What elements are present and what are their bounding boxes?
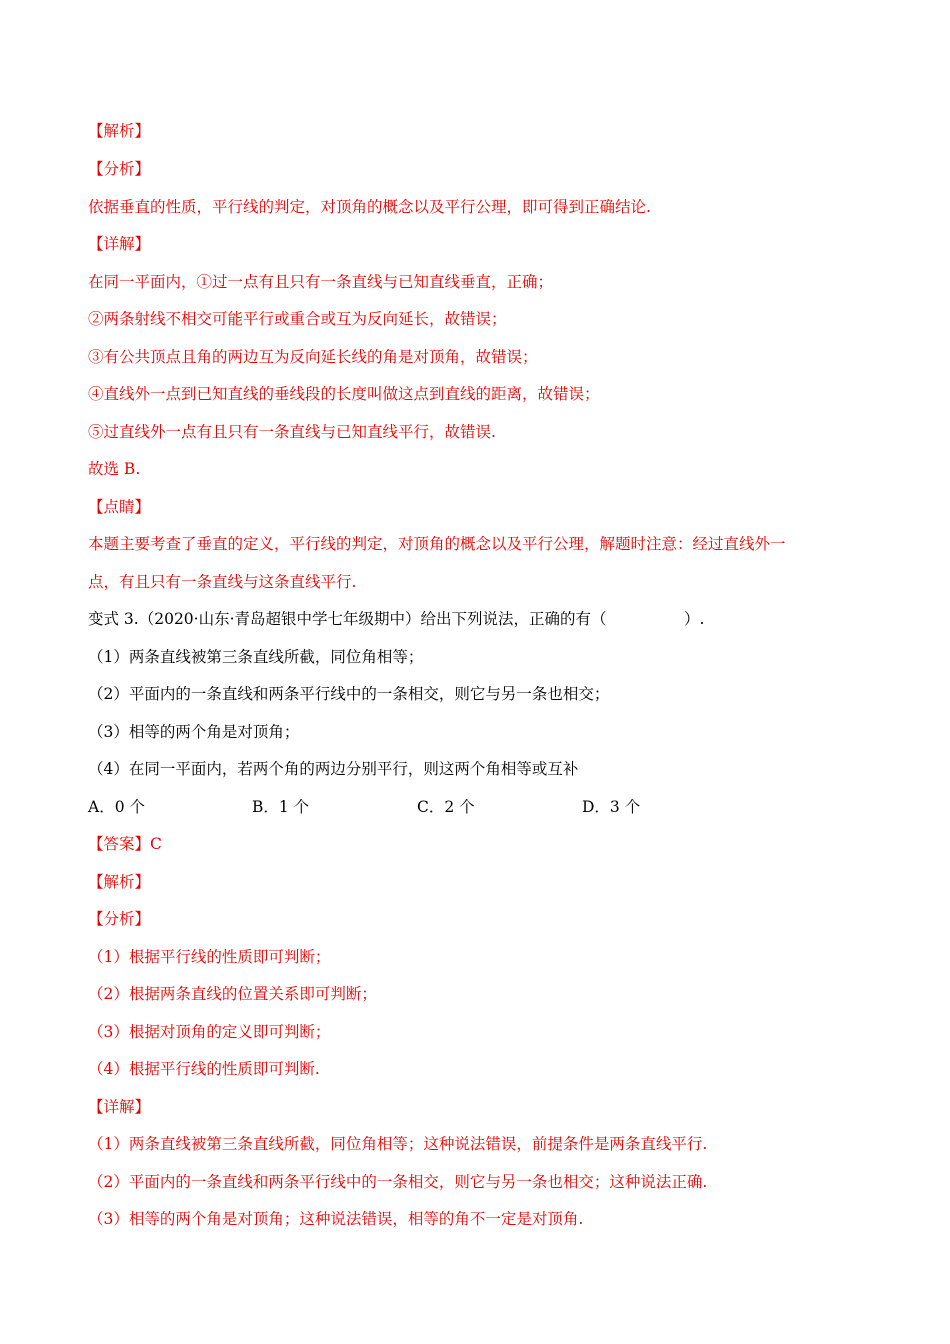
question-stem: 变式 3.（2020·山东·青岛超银中学七年级期中）给出下列说法，正确的有（ ）. [88, 610, 705, 628]
breakdown-heading: 【分析】 [88, 160, 151, 178]
detail2-line-1: （1）两条直线被第三条直线所截，同位角相等；这种说法错误，前提条件是两条直线平行. [88, 1135, 708, 1153]
comment-heading: 【点睛】 [88, 498, 151, 516]
detail-heading: 【详解】 [88, 235, 151, 253]
option-a: A．0 个 [88, 798, 145, 816]
detail-heading-2: 【详解】 [88, 1098, 151, 1116]
analysis-heading: 【解析】 [88, 122, 151, 140]
breakdown-line-2: （2）根据两条直线的位置关系即可判断； [88, 985, 377, 1003]
breakdown-line-4: （4）根据平行线的性质即可判断. [88, 1060, 320, 1078]
breakdown-line-1: （1）根据平行线的性质即可判断； [88, 948, 331, 966]
detail2-line-2: （2）平面内的一条直线和两条平行线中的一条相交，则它与另一条也相交；这种说法正确. [88, 1173, 708, 1191]
analysis-heading-2: 【解析】 [88, 873, 151, 891]
statement-2: （2）平面内的一条直线和两条平行线中的一条相交，则它与另一条也相交； [88, 685, 610, 703]
statement-4: （4）在同一平面内，若两个角的两边分别平行，则这两个角相等或互补 [88, 760, 579, 778]
statement-1: （1）两条直线被第三条直线所截，同位角相等； [88, 648, 424, 666]
comment-text-2: 点，有且只有一条直线与这条直线平行. [88, 573, 357, 591]
comment-text-1: 本题主要考查了垂直的定义，平行线的判定，对顶角的概念以及平行公理，解题时注意：经过直线外一 [88, 535, 786, 553]
statement-3: （3）相等的两个角是对顶角； [88, 723, 300, 741]
detail-line-2: ②两条射线不相交可能平行或重合或互为反向延长，故错误； [88, 310, 507, 328]
breakdown-heading-2: 【分析】 [88, 910, 151, 928]
detail-line-3: ③有公共顶点且角的两边互为反向延长线的角是对顶角，故错误； [88, 348, 538, 366]
detail-line-5: ⑤过直线外一点有且只有一条直线与已知直线平行，故错误. [88, 423, 496, 441]
option-b: B．1 个 [252, 798, 310, 816]
option-d: D．3 个 [582, 798, 641, 816]
answer-line: 【答案】C [88, 835, 162, 853]
detail-line-4: ④直线外一点到已知直线的垂线段的长度叫做这点到直线的距离，故错误； [88, 385, 600, 403]
breakdown-line-3: （3）根据对顶角的定义即可判断； [88, 1023, 331, 1041]
detail-line-1: 在同一平面内，①过一点有且只有一条直线与已知直线垂直，正确； [88, 273, 554, 291]
breakdown-text: 依据垂直的性质，平行线的判定，对顶角的概念以及平行公理，即可得到正确结论. [88, 198, 651, 216]
option-c: C．2 个 [417, 798, 475, 816]
detail2-line-3: （3）相等的两个角是对顶角；这种说法错误，相等的角不一定是对顶角. [88, 1210, 584, 1228]
choice-conclusion: 故选 B. [88, 460, 141, 478]
